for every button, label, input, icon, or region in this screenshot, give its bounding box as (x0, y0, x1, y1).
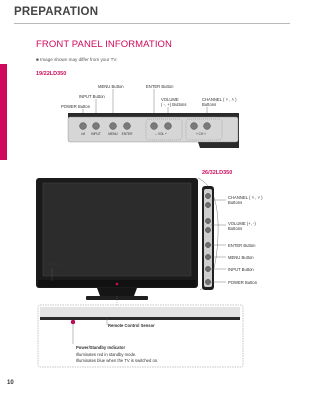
enter-button-large (205, 242, 210, 247)
channel-down-button-large (205, 202, 210, 207)
callout-large-input: INPUT Button (228, 267, 254, 272)
detail-bezel-edge (40, 317, 240, 320)
callout-input-button: INPUT Button (79, 94, 105, 99)
model-label-large: 26/32LD350 (202, 170, 233, 176)
indicator-title: Power/Standby Indicator (76, 345, 126, 350)
panel-label-vol: – VOL + (155, 132, 167, 136)
callout-enter-button: ENTER Button (146, 84, 174, 89)
menu-button-small (110, 123, 117, 130)
channel-up-button-large (205, 193, 210, 198)
volume-down-button-large (205, 227, 210, 232)
detail-indicator-led (71, 320, 75, 324)
volume-up-button-large (205, 218, 210, 223)
image-note: ■ Image shown may differ from your TV. (36, 57, 118, 62)
panel-label-ch: ˅ CH ˄ (195, 132, 207, 136)
panel-label-input: INPUT (91, 132, 101, 136)
channel-up-button-small (204, 123, 211, 130)
panel-label-power: ⏻/I (80, 132, 86, 136)
power-button-large (205, 279, 210, 284)
detail-bezel-top (40, 307, 240, 317)
indicator-line2: Illuminates blue when the TV is switched on. (76, 358, 159, 363)
callout-large-channel-line2: Buttons (228, 200, 243, 205)
callout-large-channel-line1: CHANNEL ( ˄ , ˅ ) (228, 195, 263, 200)
volume-down-button-small (151, 123, 158, 130)
callout-large-menu: MENU Button (228, 255, 254, 260)
page-title: PREPARATION (14, 6, 99, 18)
panel-label-menu: MENU (108, 132, 118, 136)
indicator-line1: Illuminates red in standby mode. (76, 352, 137, 357)
menu-button-large (205, 254, 210, 259)
remote-sensor-label: Remote Control Sensor (108, 323, 155, 328)
callout-large-enter: ENTER Button (228, 243, 256, 248)
callout-volume-line2: ( -, +) Buttons (161, 102, 187, 107)
callout-channel-line2: Buttons (202, 102, 217, 107)
page-number: 10 (7, 380, 14, 386)
enter-button-small (124, 123, 131, 130)
speaker-label: SPEAKER (48, 262, 68, 267)
panel-label-enter: ENTER (121, 132, 133, 136)
callout-large-power: POWER Button (228, 280, 258, 285)
model-label-small: 19/22LD350 (36, 71, 67, 77)
callout-menu-button: MENU Button (98, 84, 124, 89)
tv-neck (97, 288, 137, 296)
callout-large-volume-line2: Buttons (228, 226, 243, 231)
volume-up-button-small (165, 123, 172, 130)
power-button-small (80, 123, 87, 130)
channel-down-button-small (191, 123, 198, 130)
input-button-large (205, 266, 210, 271)
section-title: FRONT PANEL INFORMATION (36, 39, 173, 50)
input-button-small (93, 123, 100, 130)
callout-channel-line1: CHANNEL ( ˅ , ˄ ) (202, 97, 237, 102)
tv-power-led (116, 283, 119, 286)
side-tab-label: PREPARATION (1, 88, 7, 134)
callout-power-button: POWER Button (61, 104, 91, 109)
callout-volume-line1: VOLUME (161, 97, 179, 102)
callout-large-volume-line1: VOLUME (+, -) (228, 221, 256, 226)
